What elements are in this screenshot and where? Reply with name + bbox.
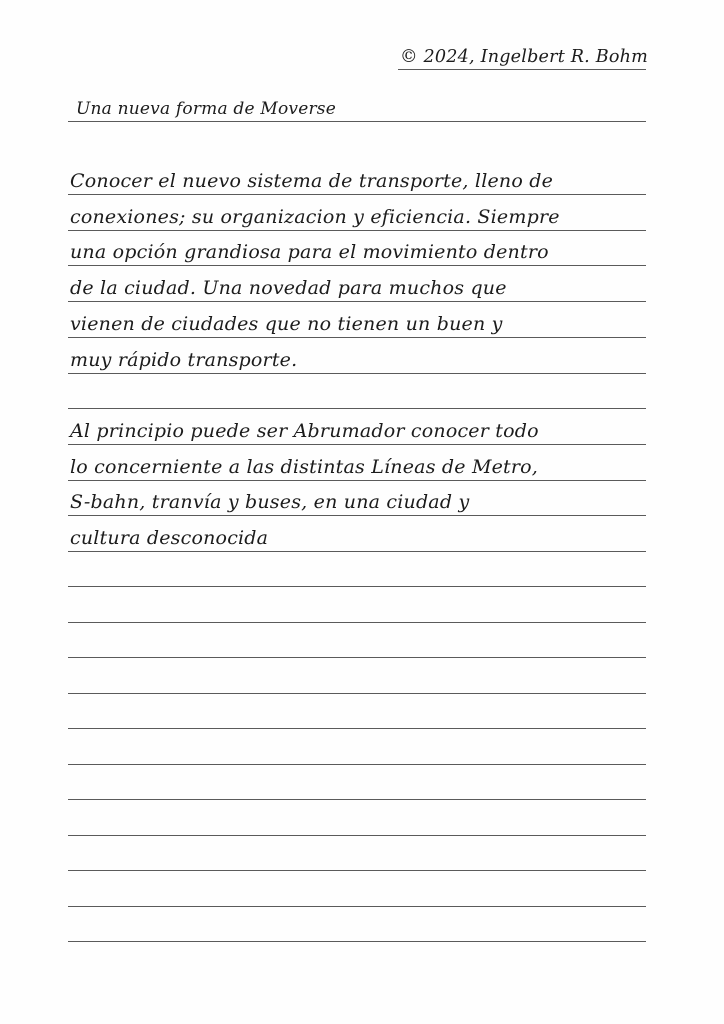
paragraph-1-line-2: conexiones; su organizacion y eficiencia. Siempre — [70, 206, 560, 228]
paragraph-1-line-5: vienen de ciudades que no tienen un buen y — [70, 313, 503, 335]
ruled-line — [68, 906, 646, 907]
ruled-line — [68, 764, 646, 765]
paragraph-1-line-1: Conocer el nuevo sistema de transporte, lleno de — [70, 170, 554, 192]
ruled-line — [68, 835, 646, 836]
ruled-line — [68, 265, 646, 266]
ruled-line — [398, 69, 646, 70]
ruled-line — [68, 194, 646, 195]
paragraph-2-line-2: lo concerniente a las distintas Líneas de Metro, — [70, 456, 539, 478]
paragraph-1-line-4: de la ciudad. Una novedad para muchos que — [70, 277, 507, 299]
ruled-line — [68, 870, 646, 871]
paragraph-2-line-1: Al principio puede ser Abrumador conocer todo — [70, 420, 539, 442]
copyright-notice: © 2024, Ingelbert R. Bohm — [400, 46, 648, 67]
paragraph-1-line-6: muy rápido transporte. — [70, 349, 298, 371]
ruled-line — [68, 799, 646, 800]
ruled-line — [68, 444, 646, 445]
ruled-line — [68, 408, 646, 409]
ruled-line — [68, 586, 646, 587]
paragraph-2-line-3: S-bahn, tranvía y buses, en una ciudad y — [70, 491, 470, 513]
ruled-line — [68, 121, 646, 122]
paragraph-2-line-4: cultura desconocida — [70, 527, 269, 549]
ruled-line — [68, 515, 646, 516]
ruled-line — [68, 622, 646, 623]
ruled-line — [68, 301, 646, 302]
ruled-line — [68, 230, 646, 231]
paragraph-1-line-3: una opción grandiosa para el movimiento dentro — [70, 241, 549, 263]
page-title: Una nueva forma de Moverse — [76, 99, 336, 119]
ruled-line — [68, 728, 646, 729]
ruled-line — [68, 373, 646, 374]
ruled-line — [68, 941, 646, 942]
ruled-line — [68, 657, 646, 658]
ruled-line — [68, 337, 646, 338]
ruled-line — [68, 480, 646, 481]
ruled-line — [68, 693, 646, 694]
ruled-line — [68, 551, 646, 552]
